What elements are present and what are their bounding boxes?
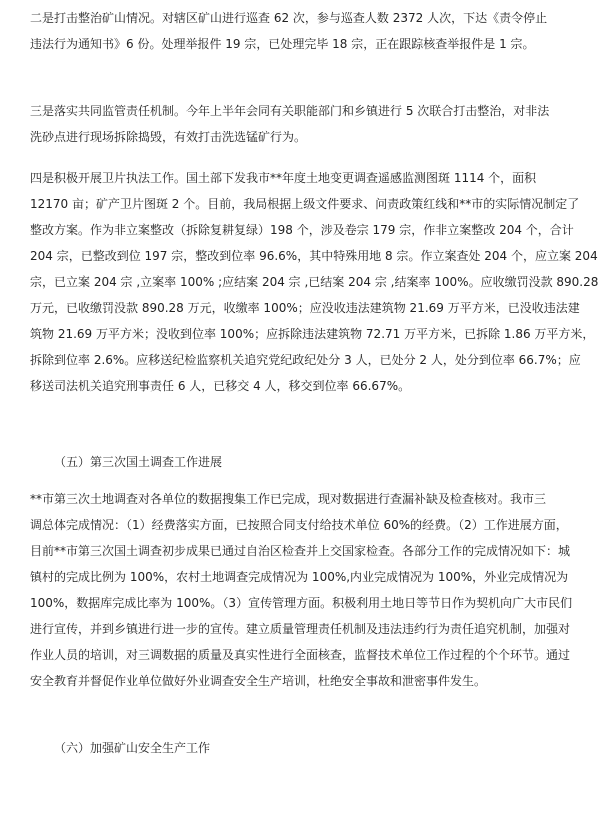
text-line: 宗，已立案 204 宗 ,立案率 100% ;应结案 204 宗 ,已结案 204 宗 ,结案率 100%。应收缴罚没款 890.28 (30, 275, 598, 289)
text-line: 拆除到位率 2.6%。应移送纪检监察机关追究党纪政纪处分 3 人，已处分 2 人，处分到位率 66.7%；应 (30, 353, 581, 367)
text-line: 204 宗，已整改到位 197 宗，整改到位率 96.6%，其中特殊用地 8 宗。作立案查处 204 个，应立案 204 (30, 249, 598, 263)
section-heading: （六）加强矿山安全生产工作 (54, 741, 211, 755)
paragraph-third-survey-progress (30, 486, 573, 694)
paragraph-mine-rectification (30, 5, 548, 57)
paragraph-joint-supervision (30, 98, 550, 150)
text-line: 移送司法机关追究刑事责任 6 人，已移交 4 人，移交到位率 66.67%。 (30, 379, 411, 393)
text-line: 12170 亩；矿产卫片图斑 2 个。目前，我局根据上级文件要求、问责政策红线和**市的实际情况制定了 (30, 197, 580, 211)
text-line: 整改方案。作为非立案整改（拆除复耕复绿）198 个，涉及卷宗 179 宗，作非立案整改 204 个，合计 (30, 223, 574, 237)
text-line: 调总体完成情况：（1）经费落实方面，已按照合同支付给技术单位 60%的经费。（2）工作进展方面， (30, 518, 568, 532)
text-line: 镇村的完成比例为 100%，农村土地调查完成情况为 100%,内业完成情况为 100%，外业完成情况为 (30, 570, 569, 584)
text-line: 目前**市第三次国土调查初步成果已通过自治区检查并上交国家检查。各部分工作的完成情况如下：城 (30, 544, 571, 558)
text-line: 洗砂点进行现场拆除捣毁，有效打击洗选锰矿行为。 (30, 130, 307, 144)
text-line: 进行宣传，并到乡镇进行进一步的宣传。建立质量管理责任机制及违法违约行为责任追究机制，加强对 (30, 622, 571, 636)
text-line: 安全教育并督促作业单位做好外业调查安全生产培训，杜绝安全事故和泄密事件发生。 (30, 674, 487, 688)
text-line: **市第三次土地调查对各单位的数据搜集工作已完成，现对数据进行查漏补缺及检查核对。我市三 (30, 492, 547, 506)
text-line: 作业人员的培训，对三调数据的质量及真实性进行全面核查，监督技术单位工作过程的个个环节。通过 (30, 648, 571, 662)
paragraph-satellite-enforcement (30, 165, 598, 399)
section-heading-mine-safety (30, 735, 540, 761)
text-line: 万元，已收缴罚没款 890.28 万元，收缴率 100%；应没收违法建筑物 21.69 万平方米，已没收违法建 (30, 301, 580, 315)
text-line: 100%，数据库完成比率为 100%。（3）宣传管理方面。积极利用土地日等节日作为契机向广大市民们 (30, 596, 573, 610)
text-line: 三是落实共同监管责任机制。今年上半年会同有关职能部门和乡镇进行 5 次联合打击整治，对非法 (30, 104, 550, 118)
section-heading: （五）第三次国土调查工作进展 (54, 455, 223, 469)
section-heading-third-survey (30, 449, 540, 475)
text-line: 违法行为通知书》6 份。处理举报件 19 宗，已处理完毕 18 宗，正在跟踪核查举报件是 1 宗。 (30, 37, 535, 51)
text-line: 二是打击整治矿山情况。对辖区矿山进行巡查 62 次，参与巡查人数 2372 人次，下达《责令停止 (30, 11, 548, 25)
text-line: 筑物 21.69 万平方米；没收到位率 100%；应拆除违法建筑物 72.71 万平方米，已拆除 1.86 万平方米， (30, 327, 595, 341)
text-line: 四是积极开展卫片执法工作。国土部下发我市**年度土地变更调查遥感监测图斑 1114 个，面积 (30, 171, 537, 185)
